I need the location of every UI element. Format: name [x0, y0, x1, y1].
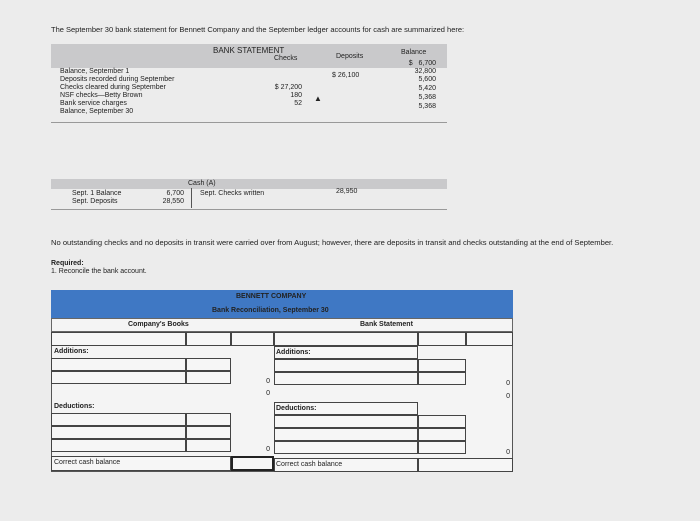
books-addition-amount-input[interactable] [186, 371, 231, 384]
note-text: No outstanding checks and no deposits in transit were carried over from August; however, there are deposits in transit and checks outstanding at the end of September. [51, 238, 614, 247]
required-label: Required: [51, 260, 84, 267]
deductions-right-label: Deductions: [276, 405, 317, 412]
correct-balance-left-label: Correct cash balance [54, 459, 121, 466]
company-name: BENNETT COMPANY [236, 293, 307, 300]
bank-addition-desc-input[interactable] [274, 359, 418, 372]
required-item: 1. Reconcile the bank account. [51, 268, 147, 275]
intro-text: The September 30 bank statement for Bennett Company and the September ledger accounts for cash are summarized here: [51, 25, 465, 34]
books-correct-total-input[interactable] [231, 456, 274, 471]
books-deduction-amount-input[interactable] [186, 426, 231, 439]
bank-additions-total: 0 [506, 380, 510, 387]
additions-left-label: Additions: [54, 348, 89, 355]
balance-value: 5,600 [418, 76, 436, 83]
books-deductions-total: 0 [266, 446, 270, 453]
books-addition-desc-input[interactable] [51, 358, 186, 371]
bank-row-label: Balance, September 30 [60, 108, 134, 115]
books-balance-total-input[interactable] [231, 332, 274, 346]
cash-credit-label: Sept. Checks written [200, 190, 265, 197]
t-account-divider [191, 188, 192, 208]
bank-balance-amount-input[interactable] [418, 332, 466, 346]
cash-debit-value: 6,700 [166, 190, 184, 197]
balance-value: 5,368 [418, 103, 436, 110]
books-balance-label-input[interactable] [51, 332, 186, 346]
books-deduction-amount-input[interactable] [186, 413, 231, 426]
col-deposits: Deposits [336, 53, 364, 60]
bank-correct-total-input[interactable] [418, 458, 513, 472]
col-checks: Checks [274, 55, 298, 62]
bank-deductions-total: 0 [506, 449, 510, 456]
books-deduction-desc-input[interactable] [51, 413, 186, 426]
bank-deduction-desc-input[interactable] [274, 415, 418, 428]
balance-value: $ 6,700 [408, 60, 436, 67]
bank-header: Bank Statement [360, 321, 413, 328]
cash-debit-label: Sept. Deposits [72, 198, 118, 205]
books-subtotal: 0 [266, 390, 270, 397]
reconciliation-subtitle: Bank Reconciliation, September 30 [212, 307, 329, 314]
col-balance: Balance [401, 49, 427, 56]
bank-deduction-amount-input[interactable] [418, 415, 466, 428]
bank-statement-title: BANK STATEMENT [213, 46, 285, 55]
books-header: Company's Books [128, 321, 189, 328]
deductions-left-label: Deductions: [54, 403, 95, 410]
cash-debit-value: 28,550 [162, 198, 184, 205]
books-deduction-amount-input[interactable] [186, 439, 231, 452]
books-addition-amount-input[interactable] [186, 358, 231, 371]
balance-value: 5,368 [418, 94, 436, 101]
cash-account-title: Cash (A) [188, 180, 216, 187]
cash-credit-value: 28,950 [336, 188, 358, 195]
bank-row-label: NSF checks—Betty Brown [60, 92, 143, 99]
checks-value: 52 [294, 100, 302, 107]
bank-deduction-desc-input[interactable] [274, 428, 418, 441]
additions-right-label: Additions: [276, 349, 311, 356]
bank-row-label: Deposits recorded during September [60, 76, 175, 83]
cursor-arrow-icon: ▲ [314, 94, 322, 103]
checks-value: $ 27,200 [274, 84, 302, 91]
bank-addition-amount-input[interactable] [418, 372, 466, 385]
cash-account-header [51, 179, 447, 189]
books-balance-amount-input[interactable] [186, 332, 231, 346]
bank-addition-amount-input[interactable] [418, 359, 466, 372]
column-header-row [51, 318, 513, 332]
bank-deduction-amount-input[interactable] [418, 428, 466, 441]
bank-row-label: Balance, September 1 [60, 68, 130, 75]
bank-deduction-amount-input[interactable] [418, 441, 466, 454]
bank-balance-label-input[interactable] [274, 332, 418, 346]
bank-deduction-desc-input[interactable] [274, 441, 418, 454]
bank-row-label: Checks cleared during September [60, 84, 166, 91]
bank-balance-total-input[interactable] [466, 332, 513, 346]
books-deduction-desc-input[interactable] [51, 439, 186, 452]
balance-value: 5,420 [418, 85, 436, 92]
bank-addition-desc-input[interactable] [274, 372, 418, 385]
checks-value: 180 [290, 92, 302, 99]
books-additions-total: 0 [266, 378, 270, 385]
deposit-value: $ 26,100 [332, 72, 360, 79]
bank-row-label: Bank service charges [60, 100, 127, 107]
books-addition-desc-input[interactable] [51, 371, 186, 384]
cash-debit-label: Sept. 1 Balance [72, 190, 122, 197]
correct-balance-right-label: Correct cash balance [276, 461, 343, 468]
books-deduction-desc-input[interactable] [51, 426, 186, 439]
balance-value: 32,800 [414, 68, 436, 75]
bank-subtotal: 0 [506, 393, 510, 400]
